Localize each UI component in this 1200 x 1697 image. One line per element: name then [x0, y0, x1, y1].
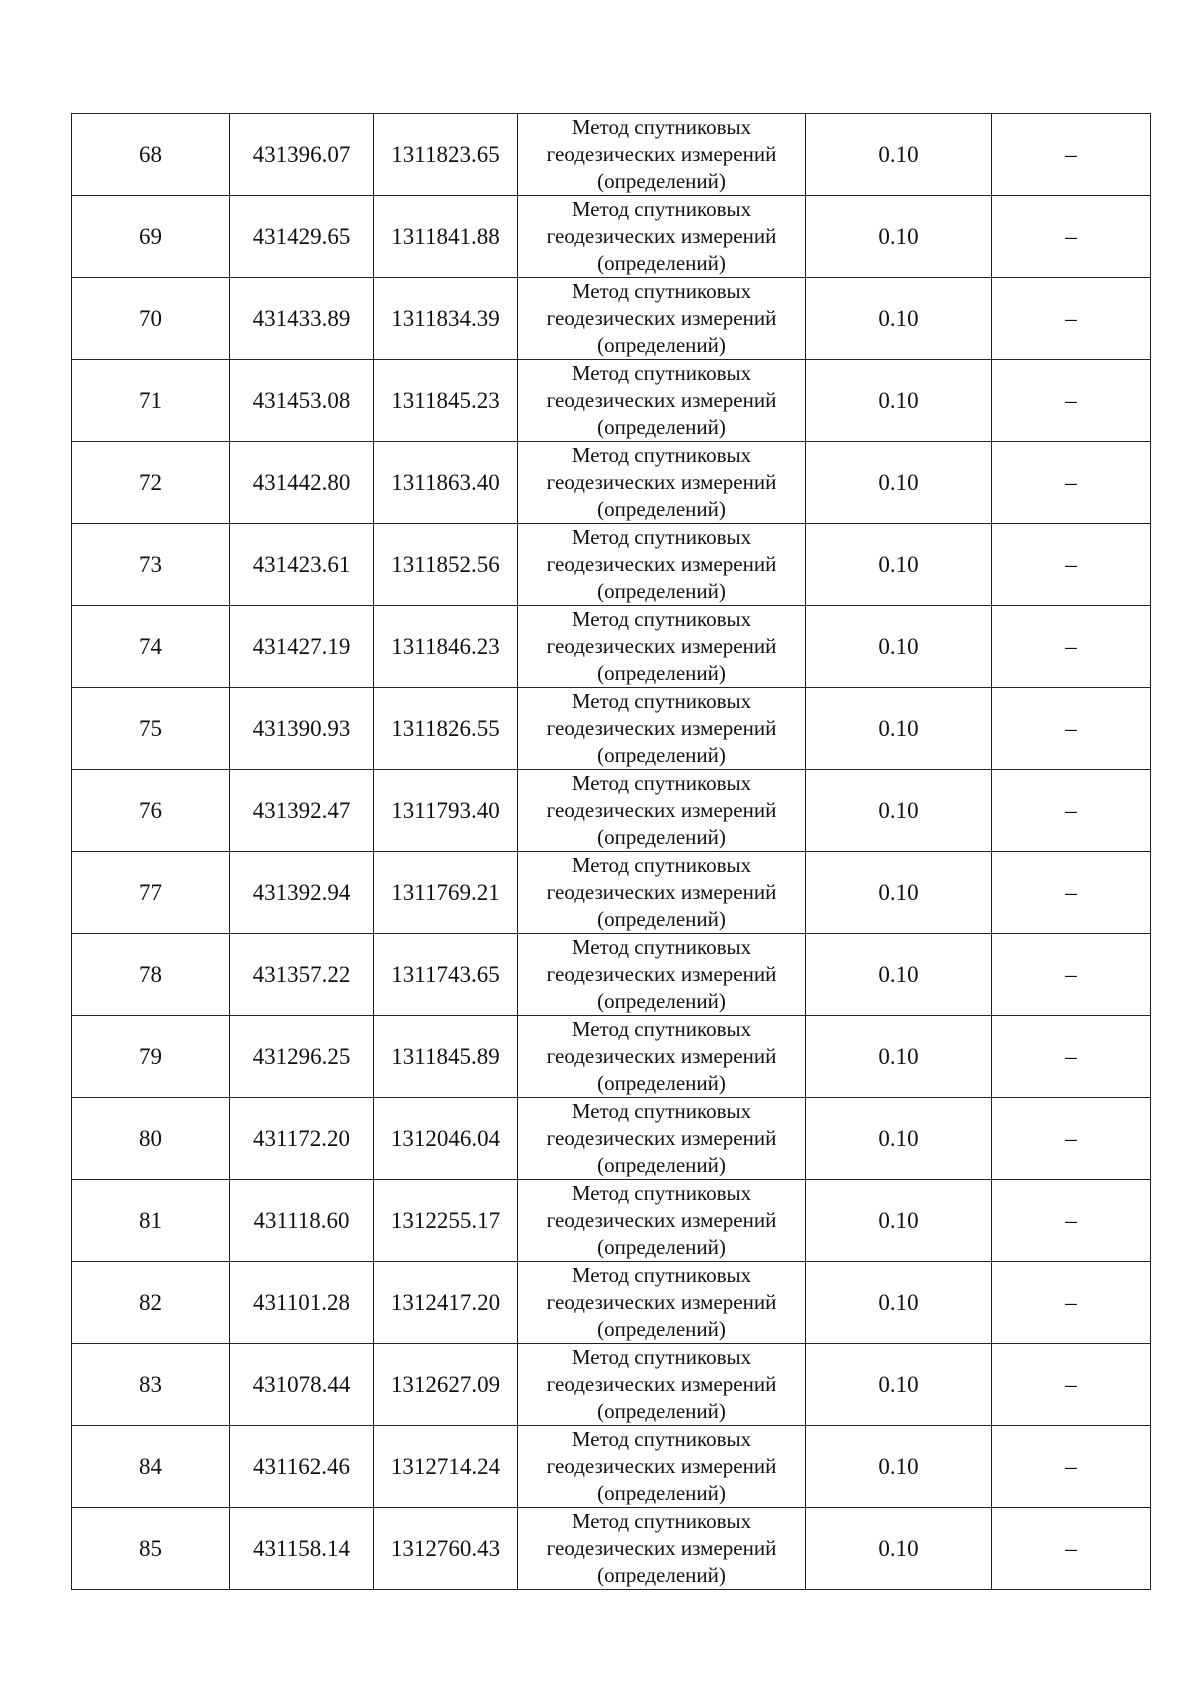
method-line: геодезических измерений [546, 142, 777, 166]
point-number-cell: 75 [72, 688, 230, 770]
method-line: (определений) [597, 989, 726, 1013]
note-cell: – [992, 278, 1151, 360]
y-coordinate-cell: 1311769.21 [374, 852, 518, 934]
point-number-cell: 77 [72, 852, 230, 934]
method-line: геодезических измерений [546, 1044, 777, 1068]
method-line: Метод спутниковых [571, 1427, 752, 1451]
accuracy-cell: 0.10 [806, 114, 992, 196]
x-coordinate-cell: 431433.89 [230, 278, 374, 360]
method-cell [518, 1098, 806, 1180]
method-line: геодезических измерений [546, 634, 777, 658]
y-coordinate-cell: 1311743.65 [374, 934, 518, 1016]
point-number-cell: 70 [72, 278, 230, 360]
y-coordinate-cell: 1311823.65 [374, 114, 518, 196]
method-line: геодезических измерений [546, 1372, 777, 1396]
note-cell: – [992, 442, 1151, 524]
method-line: Метод спутниковых [571, 771, 752, 795]
table-row [72, 360, 1151, 442]
accuracy-cell: 0.10 [806, 934, 992, 1016]
table-row [72, 688, 1151, 770]
accuracy-cell: 0.10 [806, 1016, 992, 1098]
method-line: Метод спутниковых [571, 1099, 752, 1123]
accuracy-cell: 0.10 [806, 1508, 992, 1590]
method-line: Метод спутниковых [571, 525, 752, 549]
method-line: (определений) [597, 169, 726, 193]
method-line: (определений) [597, 1399, 726, 1423]
method-cell [518, 1344, 806, 1426]
x-coordinate-cell: 431357.22 [230, 934, 374, 1016]
note-cell: – [992, 1426, 1151, 1508]
note-cell: – [992, 688, 1151, 770]
accuracy-cell: 0.10 [806, 524, 992, 606]
method-line: (определений) [597, 497, 726, 521]
method-cell [518, 852, 806, 934]
note-cell: – [992, 934, 1151, 1016]
point-number-cell: 78 [72, 934, 230, 1016]
method-line: геодезических измерений [546, 1536, 777, 1560]
method-line: Метод спутниковых [571, 361, 752, 385]
y-coordinate-cell: 1311845.89 [374, 1016, 518, 1098]
table-row [72, 1344, 1151, 1426]
point-number-cell: 73 [72, 524, 230, 606]
method-line: Метод спутниковых [571, 279, 752, 303]
note-cell: – [992, 360, 1151, 442]
method-line: геодезических измерений [546, 1454, 777, 1478]
y-coordinate-cell: 1311846.23 [374, 606, 518, 688]
table-row [72, 606, 1151, 688]
method-line: (определений) [597, 579, 726, 603]
method-line: Метод спутниковых [571, 1509, 752, 1533]
table-row [72, 1016, 1151, 1098]
y-coordinate-cell: 1311841.88 [374, 196, 518, 278]
y-coordinate-cell: 1311863.40 [374, 442, 518, 524]
method-line: Метод спутниковых [571, 1017, 752, 1041]
x-coordinate-cell: 431158.14 [230, 1508, 374, 1590]
coordinates-table [71, 113, 1151, 1590]
note-cell: – [992, 770, 1151, 852]
method-line: (определений) [597, 1235, 726, 1259]
coordinates-table-body [72, 114, 1151, 1590]
table-row [72, 1098, 1151, 1180]
method-line: (определений) [597, 415, 726, 439]
x-coordinate-cell: 431172.20 [230, 1098, 374, 1180]
y-coordinate-cell: 1311826.55 [374, 688, 518, 770]
method-line: (определений) [597, 825, 726, 849]
table-row [72, 1262, 1151, 1344]
table-row [72, 442, 1151, 524]
note-cell: – [992, 1016, 1151, 1098]
point-number-cell: 81 [72, 1180, 230, 1262]
point-number-cell: 79 [72, 1016, 230, 1098]
point-number-cell: 69 [72, 196, 230, 278]
method-line: геодезических измерений [546, 224, 777, 248]
table-row [72, 278, 1151, 360]
table-row [72, 1180, 1151, 1262]
method-cell [518, 278, 806, 360]
method-line: геодезических измерений [546, 798, 777, 822]
y-coordinate-cell: 1312714.24 [374, 1426, 518, 1508]
y-coordinate-cell: 1312255.17 [374, 1180, 518, 1262]
method-line: Метод спутниковых [571, 689, 752, 713]
note-cell: – [992, 606, 1151, 688]
y-coordinate-cell: 1311845.23 [374, 360, 518, 442]
accuracy-cell: 0.10 [806, 770, 992, 852]
method-line: Метод спутниковых [571, 607, 752, 631]
accuracy-cell: 0.10 [806, 1180, 992, 1262]
method-cell [518, 606, 806, 688]
accuracy-cell: 0.10 [806, 278, 992, 360]
point-number-cell: 74 [72, 606, 230, 688]
note-cell: – [992, 852, 1151, 934]
method-line: Метод спутниковых [571, 197, 752, 221]
point-number-cell: 72 [72, 442, 230, 524]
point-number-cell: 83 [72, 1344, 230, 1426]
point-number-cell: 76 [72, 770, 230, 852]
method-line: (определений) [597, 1563, 726, 1587]
method-line: геодезических измерений [546, 1126, 777, 1150]
method-line: геодезических измерений [546, 388, 777, 412]
x-coordinate-cell: 431162.46 [230, 1426, 374, 1508]
method-line: геодезических измерений [546, 470, 777, 494]
note-cell: – [992, 1180, 1151, 1262]
table-row [72, 524, 1151, 606]
x-coordinate-cell: 431392.47 [230, 770, 374, 852]
method-line: Метод спутниковых [571, 115, 752, 139]
point-number-cell: 84 [72, 1426, 230, 1508]
x-coordinate-cell: 431392.94 [230, 852, 374, 934]
method-cell [518, 1426, 806, 1508]
note-cell: – [992, 1098, 1151, 1180]
method-line: Метод спутниковых [571, 443, 752, 467]
method-cell [518, 442, 806, 524]
method-line: (определений) [597, 1153, 726, 1177]
method-cell [518, 524, 806, 606]
method-cell [518, 770, 806, 852]
method-line: геодезических измерений [546, 880, 777, 904]
method-line: (определений) [597, 1481, 726, 1505]
point-number-cell: 80 [72, 1098, 230, 1180]
method-line: Метод спутниковых [571, 1345, 752, 1369]
y-coordinate-cell: 1311834.39 [374, 278, 518, 360]
note-cell: – [992, 1508, 1151, 1590]
accuracy-cell: 0.10 [806, 852, 992, 934]
x-coordinate-cell: 431296.25 [230, 1016, 374, 1098]
x-coordinate-cell: 431078.44 [230, 1344, 374, 1426]
note-cell: – [992, 196, 1151, 278]
method-line: Метод спутниковых [571, 1181, 752, 1205]
method-line: (определений) [597, 251, 726, 275]
method-line: (определений) [597, 333, 726, 357]
accuracy-cell: 0.10 [806, 1426, 992, 1508]
method-cell [518, 114, 806, 196]
x-coordinate-cell: 431429.65 [230, 196, 374, 278]
method-line: (определений) [597, 907, 726, 931]
table-row [72, 1508, 1151, 1590]
accuracy-cell: 0.10 [806, 1098, 992, 1180]
y-coordinate-cell: 1312760.43 [374, 1508, 518, 1590]
method-line: (определений) [597, 661, 726, 685]
x-coordinate-cell: 431442.80 [230, 442, 374, 524]
method-line: геодезических измерений [546, 552, 777, 576]
table-row [72, 934, 1151, 1016]
accuracy-cell: 0.10 [806, 688, 992, 770]
method-cell [518, 196, 806, 278]
method-line: геодезических измерений [546, 1208, 777, 1232]
y-coordinate-cell: 1312417.20 [374, 1262, 518, 1344]
method-line: (определений) [597, 1071, 726, 1095]
method-line: Метод спутниковых [571, 935, 752, 959]
note-cell: – [992, 1344, 1151, 1426]
method-line: геодезических измерений [546, 716, 777, 740]
x-coordinate-cell: 431396.07 [230, 114, 374, 196]
method-cell [518, 1262, 806, 1344]
point-number-cell: 82 [72, 1262, 230, 1344]
method-line: геодезических измерений [546, 1290, 777, 1314]
y-coordinate-cell: 1312046.04 [374, 1098, 518, 1180]
note-cell: – [992, 114, 1151, 196]
point-number-cell: 71 [72, 360, 230, 442]
method-line: Метод спутниковых [571, 1263, 752, 1287]
method-line: геодезических измерений [546, 306, 777, 330]
y-coordinate-cell: 1312627.09 [374, 1344, 518, 1426]
accuracy-cell: 0.10 [806, 442, 992, 524]
note-cell: – [992, 1262, 1151, 1344]
method-cell [518, 1508, 806, 1590]
method-line: (определений) [597, 743, 726, 767]
table-row [72, 196, 1151, 278]
method-cell [518, 934, 806, 1016]
x-coordinate-cell: 431427.19 [230, 606, 374, 688]
method-cell [518, 688, 806, 770]
method-cell [518, 1016, 806, 1098]
accuracy-cell: 0.10 [806, 606, 992, 688]
accuracy-cell: 0.10 [806, 196, 992, 278]
note-cell: – [992, 524, 1151, 606]
table-row [72, 770, 1151, 852]
x-coordinate-cell: 431423.61 [230, 524, 374, 606]
method-line: (определений) [597, 1317, 726, 1341]
method-line: геодезических измерений [546, 962, 777, 986]
method-line: Метод спутниковых [571, 853, 752, 877]
x-coordinate-cell: 431101.28 [230, 1262, 374, 1344]
x-coordinate-cell: 431453.08 [230, 360, 374, 442]
method-cell [518, 1180, 806, 1262]
accuracy-cell: 0.10 [806, 360, 992, 442]
x-coordinate-cell: 431390.93 [230, 688, 374, 770]
method-cell [518, 360, 806, 442]
accuracy-cell: 0.10 [806, 1344, 992, 1426]
y-coordinate-cell: 1311793.40 [374, 770, 518, 852]
y-coordinate-cell: 1311852.56 [374, 524, 518, 606]
point-number-cell: 85 [72, 1508, 230, 1590]
table-row [72, 114, 1151, 196]
point-number-cell: 68 [72, 114, 230, 196]
x-coordinate-cell: 431118.60 [230, 1180, 374, 1262]
accuracy-cell: 0.10 [806, 1262, 992, 1344]
table-row [72, 852, 1151, 934]
table-row [72, 1426, 1151, 1508]
